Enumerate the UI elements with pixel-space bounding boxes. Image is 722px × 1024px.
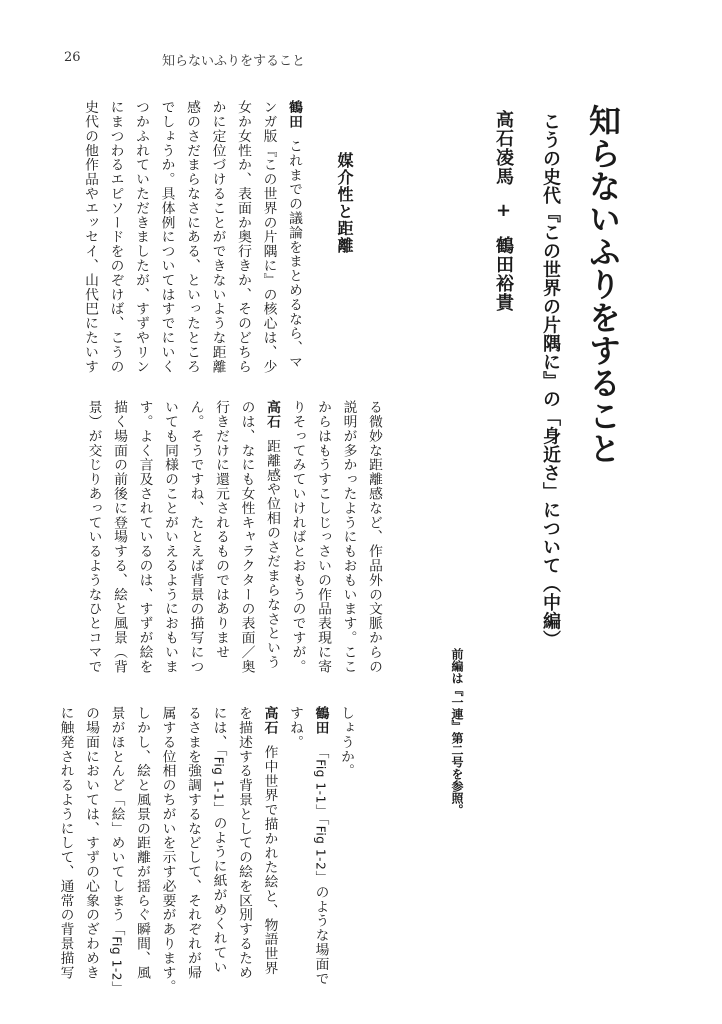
author-tsuruta: 鶴田裕貴 — [493, 236, 514, 312]
speaker-takaishi: 高石 — [264, 400, 280, 429]
text-line: す。よく言及されているのは、すずが絵を — [136, 400, 153, 674]
text-line: のは、なにも女性キャラクターの表面／奥 — [238, 400, 255, 674]
text-line: 行きだけに還元されるものではありませ — [213, 400, 229, 660]
text-line: からはもうすこしじっさいの作品表現に寄 — [315, 400, 331, 674]
author-separator: + — [493, 200, 514, 222]
text-line: には、「Fig 1-1」のように紙がめくれてい — [210, 706, 227, 975]
text-line: る微妙な距離感など、作品外の文脈からの — [366, 400, 382, 674]
text-line: 景がほとんど「絵」めいてしまう「Fig 1-2」 — [108, 706, 125, 996]
text-line: 景）が交じりあっているようなひとコマで — [85, 400, 102, 674]
text-line: 属する位相のちがいを示す必要があります。 — [159, 706, 176, 994]
text-line: 高石距離感や位相のさだまらなさという — [264, 400, 280, 670]
fig-ref-1-1: Fig 1-1 — [211, 756, 226, 802]
text-line: に触発されるようにして、通常の背景描写 — [57, 706, 74, 980]
footnote: 前編は『一連』第二号を参照。 — [450, 648, 464, 816]
fig-ref-1-1: Fig 1-1 — [313, 759, 328, 804]
body-column-upper — [82, 100, 306, 374]
fig-ref-1-2: Fig 1-2 — [313, 825, 328, 871]
text-line: 感のさだまらなさにある、といったところ — [184, 100, 200, 374]
text-line: 史代の他作品やエッセイ、山代巴にたいす — [82, 100, 98, 374]
text-line: ん。そうですね、たとえば背景の描写につ — [187, 400, 204, 674]
text-line: 鶴田「Fig 1-1」「Fig 1-2」のような場面で — [312, 706, 329, 986]
text-line: りそってみていければとおもうのですが。 — [289, 400, 306, 674]
text-line: るさまを強調するなどして、それぞれが帰 — [185, 706, 201, 980]
fig-ref-1-2: Fig 1-2 — [109, 936, 124, 982]
author-byline — [488, 110, 518, 410]
text-line: しかし、絵と風景の距離が揺らぐ瞬間、風 — [134, 706, 150, 980]
text-line: を描述する背景としての絵を区別するため — [236, 706, 252, 980]
body-column-middle — [85, 400, 386, 674]
author-takaishi: 高石凌馬 — [493, 110, 514, 186]
article-subtitle: こうの史代『この世界の片隅に』の「身近さ」について（中編） — [540, 112, 561, 649]
section-heading: 媒介性と距離 — [335, 152, 354, 254]
running-title: 知らないふりをすること — [162, 54, 306, 69]
page-number: 26 — [64, 50, 81, 65]
speaker-tsuruta: 鶴田 — [312, 706, 329, 735]
text-line: にまつわるエピソードをのぞけば、こうの — [107, 100, 124, 374]
speaker-tsuruta: 鶴田 — [286, 100, 302, 129]
text-line: いても同様のことがいえるようにおもいま — [162, 400, 178, 674]
text-line: 描く場面の前後に登場する、絵と風景（背 — [111, 400, 127, 674]
text-line: の場面においては、すずの心象のざわめき — [83, 706, 99, 980]
text-line: かに定位づけることができないような距離 — [209, 100, 226, 374]
text-line: でしょうか。具体例についてはすでにいく — [158, 100, 175, 374]
text-line: 鶴田これまでの議論をまとめるなら、マ — [286, 100, 302, 370]
article-title: 知らないふりをすること — [584, 104, 622, 465]
text-line: ンガ版『この世界の片隅に』の核心は、少 — [260, 100, 277, 374]
text-line: つかふれていただきましたが、すずやリン — [133, 100, 149, 374]
speaker-takaishi: 高石 — [261, 706, 278, 735]
text-line: すね。 — [287, 706, 303, 750]
text-line: しょうか。 — [338, 706, 354, 778]
text-line: 高石作中世界で描かれた絵と、物語世界 — [261, 706, 278, 976]
text-line: 女か女性か、表面か奥行きか、そのどちら — [235, 100, 251, 374]
text-line: 説明が多かったようにもおもいます。ここ — [340, 400, 357, 674]
body-column-lower — [57, 706, 358, 996]
